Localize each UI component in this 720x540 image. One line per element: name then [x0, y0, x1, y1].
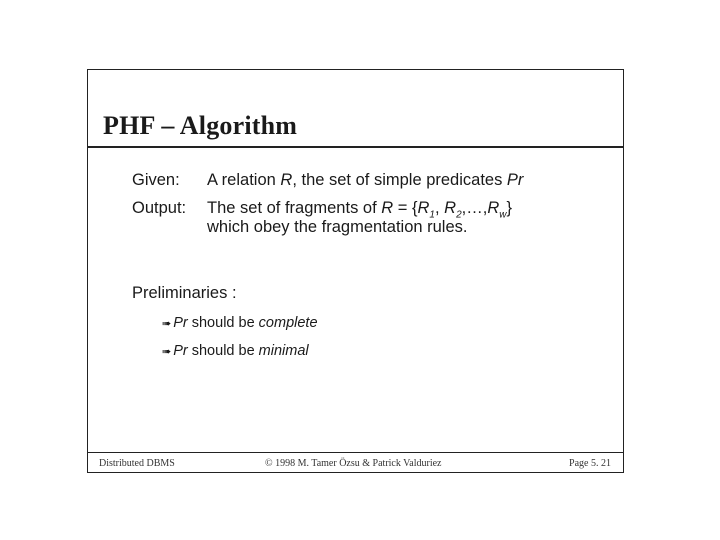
given-label: Given: [132, 171, 180, 189]
output-var-r: R [381, 199, 394, 217]
output-text-a: The set of fragments of [207, 199, 382, 217]
title-divider [88, 146, 623, 148]
footer-copyright: © 1998 M. Tamer Özsu & Patrick Valduriez [265, 458, 442, 469]
preliminaries-heading: Preliminaries : [132, 284, 237, 302]
footer-left: Distributed DBMS [99, 458, 175, 469]
bullet-text: should be [187, 343, 259, 359]
bullet-pr: Pr [173, 343, 188, 359]
given-var-r: R [280, 171, 293, 189]
output-label: Output: [132, 199, 187, 217]
bullet-emph: minimal [258, 343, 309, 359]
bullet-item [162, 315, 318, 331]
slide-title: PHF – Algorithm [103, 111, 298, 140]
bullet-pr: Pr [173, 315, 188, 331]
output-sep1: , [434, 199, 445, 217]
fragment-r1: R [417, 199, 430, 217]
given-text-b: , the set of simple predicates [292, 171, 507, 189]
bullet-item [162, 343, 309, 359]
fragment-r2-sub: 2 [456, 209, 462, 221]
given-value [207, 171, 523, 190]
fragment-r2: R [444, 199, 457, 217]
bullet-emph: complete [258, 315, 318, 331]
arrow-bullet-icon: ➠ [162, 318, 172, 330]
fragment-rw-sub: w [499, 209, 507, 221]
arrow-bullet-icon: ➠ [162, 346, 172, 358]
output-text-b: = { [393, 199, 418, 217]
slide [87, 69, 624, 473]
output-sep2: ,…, [461, 199, 488, 217]
given-text-a: A relation [207, 171, 281, 189]
output-line2: which obey the fragmentation rules. [207, 218, 468, 236]
bullet-text: should be [187, 315, 259, 331]
footer-divider [88, 452, 623, 453]
fragment-r1-sub: 1 [429, 209, 435, 221]
footer-page-number: Page 5. 21 [569, 458, 611, 469]
given-var-pr: Pr [506, 171, 524, 189]
fragment-rw: R [487, 199, 500, 217]
output-close: } [506, 199, 512, 217]
